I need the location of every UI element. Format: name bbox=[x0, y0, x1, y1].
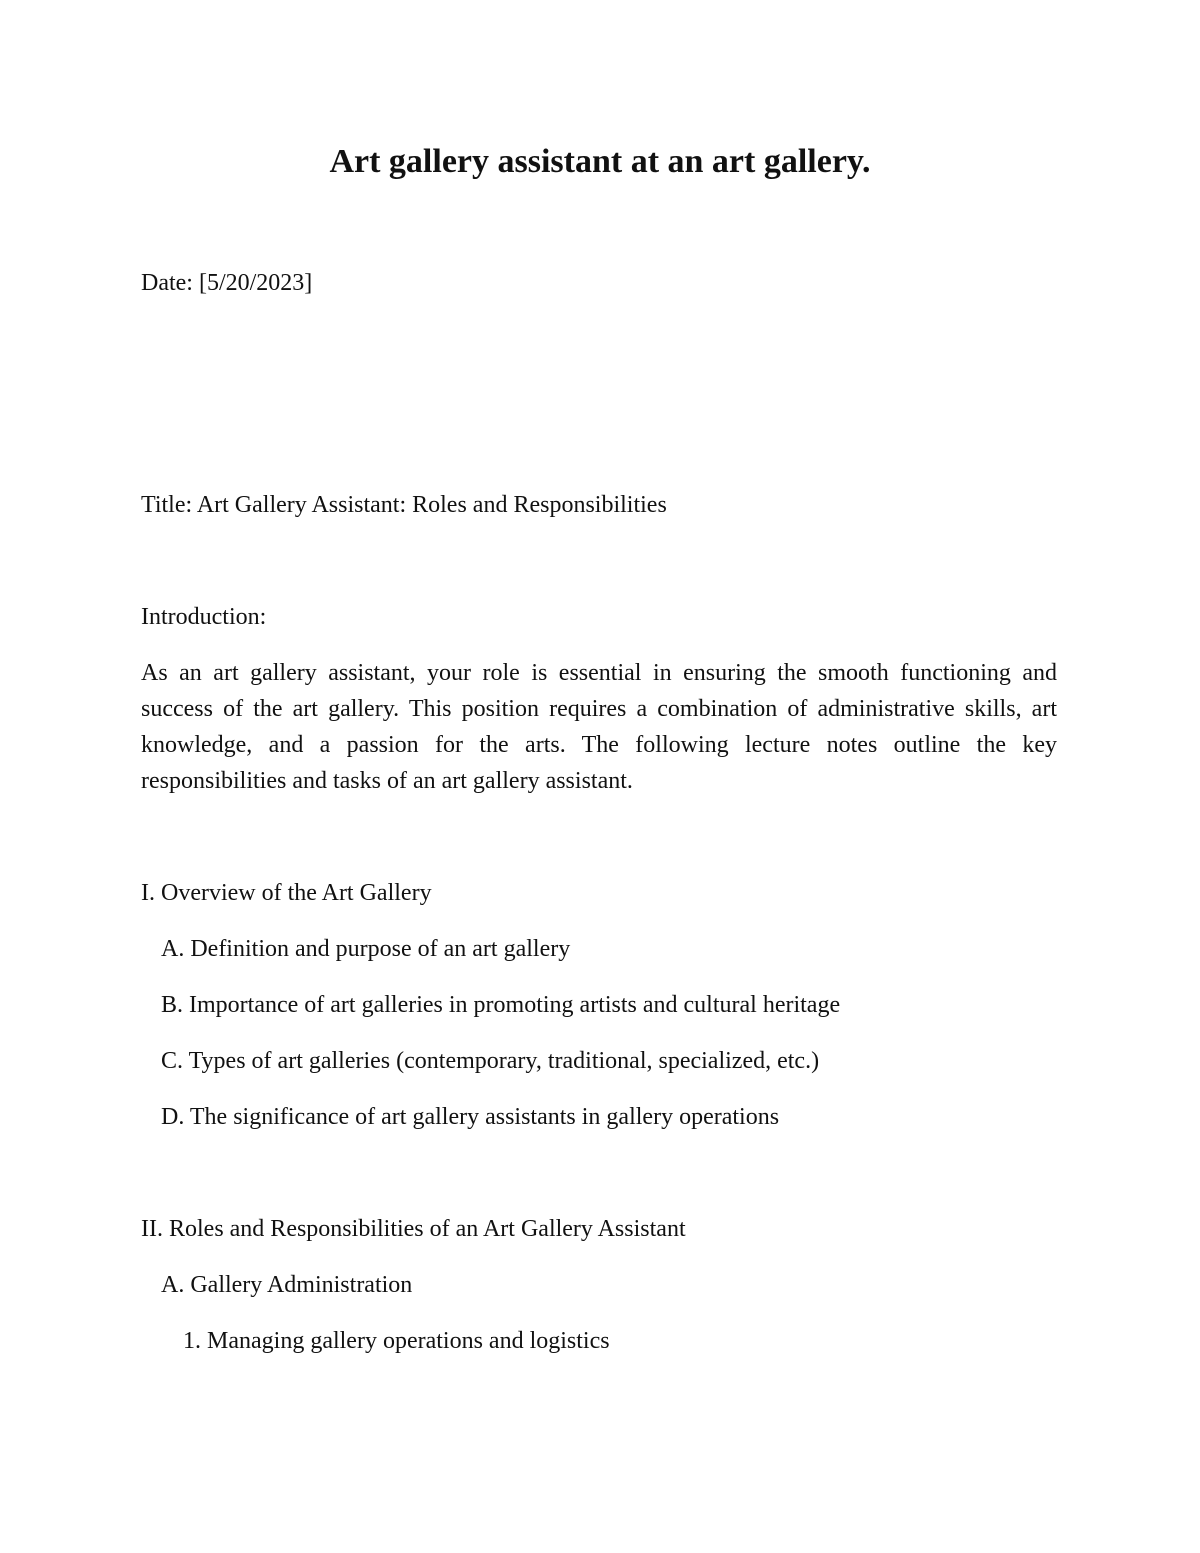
subtitle-line: Title: Art Gallery Assistant: Roles and Responsibilities bbox=[141, 492, 667, 518]
section-1-item: B. Importance of art galleries in promoting artists and cultural heritage bbox=[161, 992, 841, 1018]
section-1-item: D. The significance of art gallery assistants in gallery operations bbox=[161, 1104, 780, 1130]
intro-heading: Introduction: bbox=[141, 604, 267, 630]
date-line: Date: [5/20/2023] bbox=[141, 270, 313, 296]
section-2-subheading: A. Gallery Administration bbox=[161, 1272, 413, 1298]
section-1-heading: I. Overview of the Art Gallery bbox=[141, 880, 432, 906]
intro-paragraph: As an art gallery assistant, your role is essential in ensuring the smooth functioning and success of the art gallery. This position requires a combination of administrative skills, art knowledge, and a passion for the arts. The following lecture notes outline the key responsibilities and tasks of an art gallery assistant. bbox=[141, 660, 1057, 794]
section-2-heading: II. Roles and Responsibilities of an Art Gallery Assistant bbox=[141, 1216, 686, 1242]
section-1-item: C. Types of art galleries (contemporary, traditional, specialized, etc.) bbox=[161, 1048, 820, 1074]
section-2-sub-item: 1. Managing gallery operations and logistics bbox=[183, 1328, 610, 1354]
document-title: Art gallery assistant at an art gallery. bbox=[329, 143, 871, 180]
section-1-item: A. Definition and purpose of an art gallery bbox=[161, 936, 571, 962]
